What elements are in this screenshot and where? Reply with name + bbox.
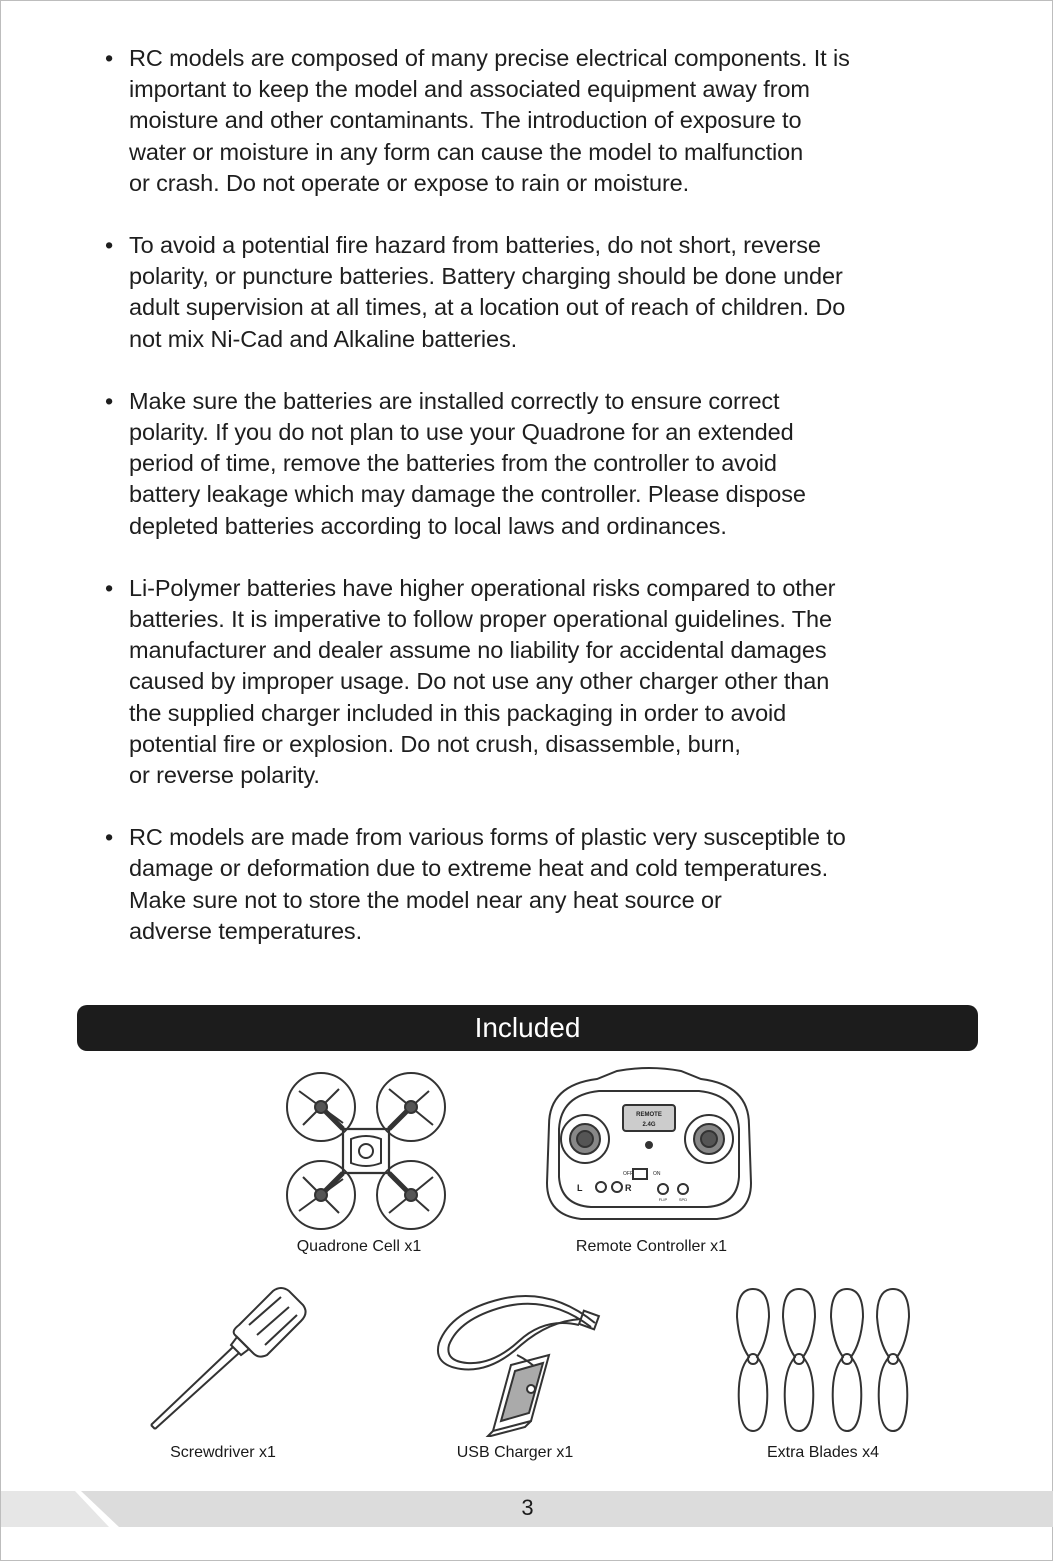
bullet-line: depleted batteries according to local laws and ordinances.: [129, 512, 727, 539]
bullet-line: polarity, or puncture batteries. Battery charging should be done under: [129, 263, 843, 290]
bullet-line: potential fire or explosion. Do not crush, disassemble, burn,: [129, 730, 741, 757]
bullet-line: adverse temperatures.: [129, 917, 363, 944]
remote-controller-item: [537, 1065, 761, 1229]
bullet-line: moisture and other contaminants. The introduction of exposure to: [129, 107, 802, 134]
bullet-line: period of time, remove the batteries from the controller to avoid: [129, 450, 777, 477]
quadrone-icon: [281, 1067, 451, 1235]
bullet-line: the supplied charger included in this packaging in order to avoid: [129, 699, 787, 726]
bullet-line: water or moisture in any form can cause the model to malfunction: [129, 138, 804, 165]
bullet-line: Make sure not to store the model near any heat source or: [129, 886, 722, 913]
bullet-dot: •: [105, 387, 114, 414]
remote-l-label: L: [577, 1183, 583, 1193]
quadrone-item: [281, 1067, 451, 1235]
remote-controller-icon: [537, 1065, 761, 1229]
remote-off-label: OFF: [623, 1171, 633, 1177]
bullet-item: [103, 822, 983, 947]
bullet-item: [103, 573, 983, 791]
remote-controller-caption: Remote Controller x1: [575, 1238, 728, 1255]
remote-btn2-label: SPD: [678, 1197, 688, 1202]
bullet-line: caused by improper usage. Do not use any other charger other than: [129, 668, 830, 695]
bullet-line: or reverse polarity.: [129, 762, 320, 789]
remote-btn1-label: FLIP: [658, 1197, 668, 1202]
bullet-dot: •: [105, 824, 114, 851]
page-number: 3: [521, 1495, 534, 1520]
bullet-dot: •: [105, 574, 114, 601]
bullet-line: RC models are made from various forms of plastic very susceptible to: [129, 824, 846, 851]
usb-charger-item: [431, 1285, 611, 1437]
screwdriver-item: [141, 1285, 311, 1435]
bullet-line: not mix Ni-Cad and Alkaline batteries.: [129, 325, 518, 352]
bullet-item: [103, 386, 983, 542]
bullet-line: RC models are composed of many precise electrical components. It is: [129, 45, 850, 71]
usb-charger-icon: [431, 1285, 611, 1437]
bullet-line: adult supervision at all times, at a location out of reach of children. Do: [129, 294, 846, 321]
included-section-header: Included: [77, 1005, 978, 1051]
remote-badge-bottom: 2.4G: [642, 1122, 656, 1128]
blades-icon: [729, 1285, 919, 1435]
bullet-line: manufacturer and dealer assume no liability for accidental damages: [129, 637, 827, 664]
remote-on-label: ON: [653, 1171, 661, 1177]
remote-badge-top: REMOTE: [636, 1112, 662, 1118]
bullet-dot: •: [105, 232, 114, 259]
safety-bullet-list: [103, 43, 983, 978]
bullet-item: [103, 43, 983, 199]
extra-blades-caption: Extra Blades x4: [766, 1444, 880, 1461]
quadrone-caption: Quadrone Cell x1: [296, 1238, 422, 1255]
bullet-line: important to keep the model and associated equipment away from: [129, 76, 810, 103]
screwdriver-icon: [141, 1285, 311, 1435]
screwdriver-caption: Screwdriver x1: [170, 1444, 276, 1461]
bullet-line: polarity. If you do not plan to use your Quadrone for an extended: [129, 419, 794, 446]
bullet-line: To avoid a potential fire hazard from batteries, do not short, reverse: [129, 232, 821, 259]
bullet-line: battery leakage which may damage the controller. Please dispose: [129, 481, 806, 508]
bullet-item: [103, 230, 983, 355]
extra-blades-item: [729, 1285, 919, 1435]
bullet-line: damage or deformation due to extreme heat and cold temperatures.: [129, 855, 829, 882]
bullet-line: Make sure the batteries are installed correctly to ensure correct: [129, 387, 780, 414]
bullet-line: Li-Polymer batteries have higher operational risks compared to other: [129, 574, 836, 601]
bullet-line: or crash. Do not operate or expose to rain or moisture.: [129, 169, 690, 196]
bullet-dot: •: [105, 45, 114, 71]
remote-r-label: R: [625, 1183, 632, 1193]
bullet-line: batteries. It is imperative to follow proper operational guidelines. The: [129, 606, 832, 633]
usb-charger-caption: USB Charger x1: [456, 1444, 574, 1461]
